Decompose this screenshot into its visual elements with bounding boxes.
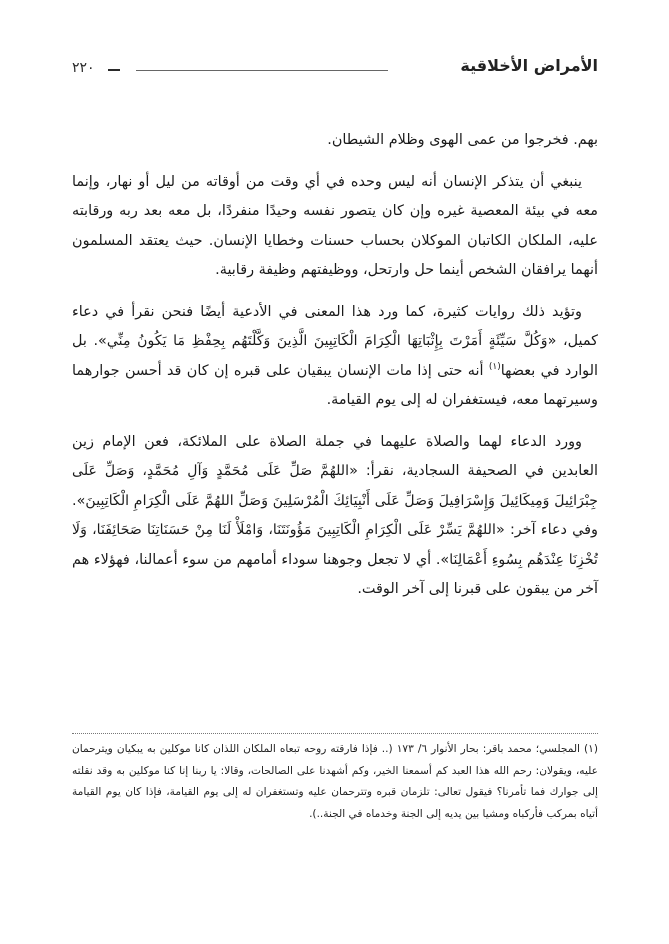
p3-text-middle: ». بل الوارد في بعضها xyxy=(72,333,599,379)
running-header xyxy=(72,52,598,88)
footnote-1: (١) المجلسي؛ محمد باقر: بحار الأنوار ٦/ ١٧٣ (.. فإذا فارقته روحه تبعاه الملكان اللذان كانا موكلين به يبكيان ويترحمان عليه، ويقولان: رحم الله هذا العبد كم أسمعنا الخير، وكم أشهدنا على الصالحات، وقالا: يا ربنا إنا كنا موكلين به وقد نقلته إلى جوارك فما تأمرنا؟ فيقول تعالى: تلزمان قبره وتترحمان عليه وتستغفران له إلى يوم القيامة، فإذا كان يوم القيامة أتياه بمركب فأركباه ومشيا بين يديه إلى الجنة وخدماه في الجنة..). xyxy=(72,743,599,820)
kumayl-supplication-quote: وَكُلَّ سَيِّئَةٍ أَمَرْتَ بِإِثْبَاتِهَا الْكِرَامَ الْكَاتِبِينَ الَّذِينَ وَكَّلْتَهُم بِحِفْظِ مَا يَكُونُ مِنِّي xyxy=(106,333,548,349)
p4-text-after: ». أي لا تجعل وجوهنا سوداء أمامهم من سوء أعمالنا، فهؤلاء هم آخر من يبقون على قبرنا إلى آخر الوقت. xyxy=(72,551,598,597)
footnote-section xyxy=(72,739,598,825)
paragraph-3 xyxy=(72,298,598,416)
p4-text-middle: ». وفي دعاء آخر: « xyxy=(72,492,598,538)
page-number: ٢٢٠ xyxy=(72,60,95,76)
main-text xyxy=(72,126,598,617)
header-dash xyxy=(108,69,120,71)
p3-text-before: وتؤيد ذلك روايات كثيرة، كما ورد هذا المعنى في الأدعية أيضًا فنحن نقرأ في دعاء كميل، « xyxy=(72,303,598,349)
second-supplication-quote: اللهُمَّ يَسِّرْ عَلَى الْكِرَامِ الْكَاتِبِينَ مَؤُونَتَنَا، وَامْلَأْ لَنَا مِنْ حَسَنَاتِنَا صَحَائِفَنَا، وَلَا تُخْزِنَا عِنْدَهُم بِسُوءِ أَعْمَالِنَا xyxy=(72,522,598,568)
sahifa-supplication-quote: اللهُمَّ صَلِّ عَلَى مُحَمَّدٍ وَآلِ مُحَمَّدٍ، وَصَلِّ عَلَى جِبْرَائِيلَ وَمِيكَائِيلَ وَإِسْرَافِيلَ وَصَلِّ عَلَى أَنْبِيَائِكَ الْمُرْسَلِينَ وَصَلِّ اللهُمَّ عَلَى الْكِرَامِ الْكَاتِبِينَ xyxy=(72,463,598,509)
footnote-reference[interactable]: (١) xyxy=(488,361,501,372)
paragraph-1: بهم. فخرجوا من عمى الهوى وظلام الشيطان. xyxy=(327,132,598,148)
p3-text-after: أنه حتى إذا مات الإنسان يبقيان على قبره إن كان قد أحسن جوارهما وسيرتهما معه، فيستغفران له إلى يوم القيامة. xyxy=(72,362,598,408)
p4-text-before: وورد الدعاء لهما والصلاة عليهما في جملة الصلاة على الملائكة، فعن الإمام زين العابدين في الصحيفة السجادية، نقرأ: « xyxy=(72,433,598,479)
footnote-separator xyxy=(72,733,598,734)
paragraph-2: ينبغي أن يتذكر الإنسان أنه ليس وحده في أي وقت من أوقاته من ليل أو نهار، وإنما معه في بيئة المعصية غيره وإن كان يتصور نفسه وحيدًا منفردًا، بل معه بعد ربه ورقابته عليه، الملكان الكاتبان الموكلان بحساب حسنات وخطايا الإنسان. حيث يعتقد المسلمون أنهما يرافقان الشخص أينما حل وارتحل، ووظيفتهم وظيفة رقابية. xyxy=(72,173,598,278)
running-title: الأمراض الأخلاقية xyxy=(460,56,598,75)
paragraph-4 xyxy=(72,428,598,605)
header-rule xyxy=(136,70,388,71)
